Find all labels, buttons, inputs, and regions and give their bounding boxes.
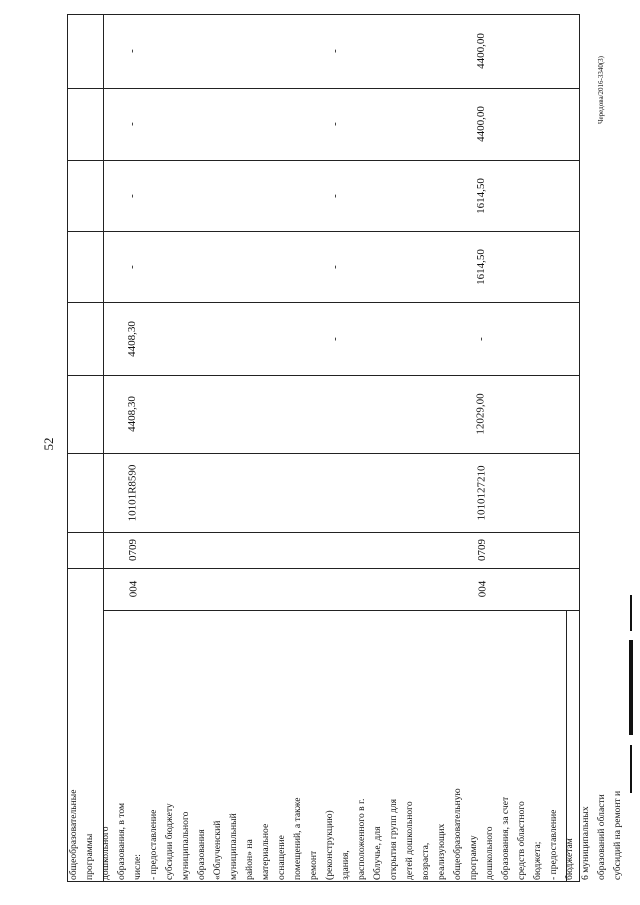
- amount-5-row1-mid: -: [328, 122, 341, 126]
- document-code: Чередова/2016-3340(3): [597, 56, 605, 124]
- program-description: общеобразовательные программы дошкольного образования, в том числе: - предоставление субсидии бюджету муниципального образования «Облученский муниципальный район» на материальное оснащение помещений, а также ремонт (реконструкцию) здания, расположенного в г. Облучье, для открытия групп для детей дошкольного возраста, реализующих общеобразовательную программу дошкольного образования, за счет средств областного бюджета; - предоставление бюджетам 6 муниципальных образований области субсидий на ремонт и: [68, 788, 623, 880]
- amount-5-row1: -: [125, 122, 138, 126]
- page-number: 52: [41, 437, 56, 451]
- margin-mark: [630, 745, 632, 793]
- amount-2-row1: 4408,30: [126, 320, 138, 357]
- amount-1-row2: 12029,00: [475, 393, 487, 435]
- amount-6-row1: -: [125, 49, 138, 53]
- amount-3-row2: 1614,50: [475, 248, 487, 285]
- admin-code-row1: 004: [127, 580, 139, 598]
- amount-4-row1-mid: -: [328, 193, 341, 198]
- amount-2-row2: -: [474, 336, 487, 341]
- target-code-row2: 1010127210: [475, 465, 487, 520]
- amount-2-row1-mid: -: [328, 336, 341, 341]
- amount-6-row2: 4400,00: [475, 33, 487, 69]
- margin-mark: [629, 640, 633, 735]
- amount-3-row1: -: [125, 264, 138, 269]
- amount-5-row2: 4400,00: [475, 106, 487, 142]
- amount-3-row1-mid: -: [328, 264, 341, 269]
- inner-divider: [103, 610, 580, 611]
- section-code-row2: 0709: [476, 539, 488, 561]
- admin-code-row2: 004: [476, 580, 488, 598]
- amount-4-row1: -: [125, 193, 138, 198]
- margin-mark: [630, 595, 632, 631]
- section-code-row1: 0709: [127, 539, 139, 561]
- target-code-row1: 10101R8590: [126, 464, 138, 521]
- amount-4-row2: 1614,50: [475, 177, 487, 214]
- amount-1-row1: 4408,30: [126, 396, 138, 432]
- amount-6-row1-mid: -: [328, 49, 341, 53]
